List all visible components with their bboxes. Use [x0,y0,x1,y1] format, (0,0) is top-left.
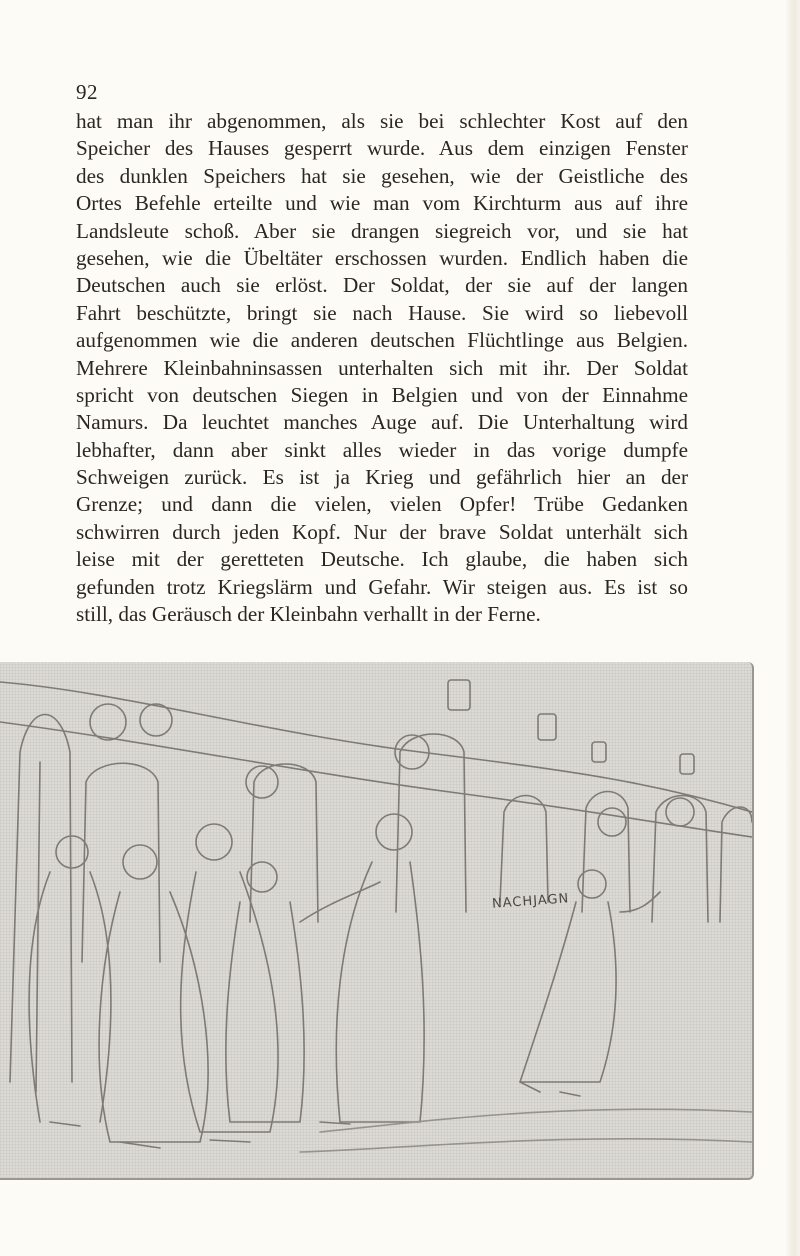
text-line: Namurs. Da leuchtet manches Auge auf. Die Unterhaltung wird [76,410,688,435]
text-line: Deutschen auch sie erlöst. Der Soldat, der sie auf der langen [76,273,688,298]
drawing-sketch [0,662,752,1178]
pencil-illustration [0,662,754,1180]
text-line: des dunklen Speichers hat sie gesehen, wie der Geistliche des [76,163,688,188]
page-edge-shadow [786,0,800,1256]
text-line: hat man ihr abgenommen, als sie bei schlechter Kost auf den [76,109,688,133]
text-line: Fahrt beschützte, bringt sie nach Hause. Sie wird so liebevoll [76,300,688,325]
text-line: gefunden trotz Kriegslärm und Gefahr. Wir steigen aus. Es ist so [76,574,688,599]
text-line: schwirren durch jeden Kopf. Nur der brave Soldat unterhält sich [76,519,688,544]
text-line: Mehrere Kleinbahninsassen unterhalten sich mit ihr. Der Soldat [76,355,688,380]
text-line: Landsleute schoß. Aber sie drangen siegreich vor, und sie hat [76,218,688,243]
body-text [76,108,688,628]
text-line: lebhafter, dann aber sinkt alles wieder in das vorige dumpfe [76,437,688,462]
text-line: aufgenommen wie die anderen deutschen Flüchtlinge aus Belgien. [76,328,688,353]
text-line: Schweigen zurück. Es ist ja Krieg und gefährlich hier an der [76,465,688,490]
text-line: Ortes Befehle erteilte und wie man vom Kirchturm aus auf ihre [76,191,688,216]
text-line: leise mit der geretteten Deutsche. Ich glaube, die haben sich [76,547,688,572]
text-line: gesehen, wie die Übeltäter erschossen wurden. Endlich haben die [76,245,688,270]
page-number: 92 [76,80,98,104]
text-line: spricht von deutschen Siegen in Belgien und von der Einnahme [76,382,688,407]
carriage-sign-text: NACHJAGN [491,891,570,912]
text-line: Speicher des Hauses gesperrt wurde. Aus dem einzigen Fenster [76,136,688,161]
text-line: still, das Geräusch der Kleinbahn verhallt in der Ferne. [76,602,541,627]
text-line: Grenze; und dann die vielen, vielen Opfer! Trübe Gedanken [76,492,688,517]
